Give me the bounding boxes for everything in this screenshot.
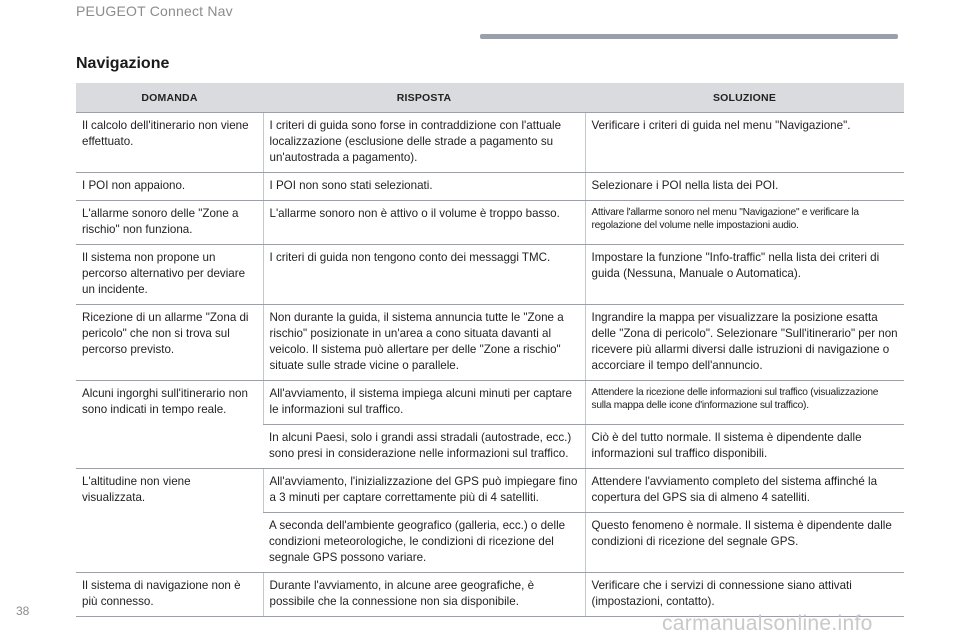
document-brand-title: PEUGEOT Connect Nav [76,3,233,19]
answer-cell: I criteri di guida sono forse in contraddizione con l'attuale localizzazione (esclusione delle strade a pagamento su un'autostrada a pagamento). [263,113,585,173]
table-row [76,573,904,617]
watermark-text: carmanualsonline.info [662,612,873,635]
solution-cell: Ciò è del tutto normale. Il sistema è dipendente dalle informazioni sul traffico disponibili. [585,425,904,469]
table-row [76,305,904,381]
header-divider-bar [480,34,898,39]
table-row [76,113,904,173]
answer-cell: L'allarme sonoro non è attivo o il volume è troppo basso. [263,201,585,245]
question-cell: Alcuni ingorghi sull'itinerario non sono indicati in tempo reale. [76,381,263,469]
solution-cell: Attendere l'avviamento completo del sistema affinché la copertura del GPS sia di almeno 4 satelliti. [585,469,904,513]
table-row [76,173,904,201]
answer-cell: Non durante la guida, il sistema annuncia tutte le "Zone a rischio" posizionate in un'area a cono situata davanti al veicolo. Il sistema può allertare per delle "Zone a rischio" situate sulle strade vicine o parallele. [263,305,585,381]
table-row [76,201,904,245]
solution-cell: Impostare la funzione "Info-traffic" nella lista dei criteri di guida (Nessuna, Manuale o Automatica). [585,245,904,305]
question-cell: Il sistema non propone un percorso alternativo per deviare un incidente. [76,245,263,305]
solution-cell: Attivare l'allarme sonoro nel menu "Navigazione" e verificare la regolazione del volume nelle impostazioni audio. [585,201,904,245]
answer-cell: In alcuni Paesi, solo i grandi assi stradali (autostrade, ecc.) sono presi in considerazione nelle informazioni sul traffico. [263,425,585,469]
solution-cell: Ingrandire la mappa per visualizzare la posizione esatta delle "Zona di pericolo". Selezionare "Sull'itinerario" per non ricevere più allarmi diversi dalle istruzioni di navigazione o accorciare il tempo dell'annuncio. [585,305,904,381]
question-cell: Ricezione di un allarme "Zona di pericolo" che non si trova sul percorso previsto. [76,305,263,381]
question-cell: L'altitudine non viene visualizzata. [76,469,263,573]
question-cell: I POI non appaiono. [76,173,263,201]
troubleshooting-table [76,83,904,617]
column-header-question: DOMANDA [76,83,263,113]
table-row [76,245,904,305]
table-header-row [76,83,904,113]
answer-cell: I POI non sono stati selezionati. [263,173,585,201]
answer-cell: Durante l'avviamento, in alcune aree geografiche, è possibile che la connessione non sia disponibile. [263,573,585,617]
table-row [76,469,904,513]
question-cell: Il calcolo dell'itinerario non viene effettuato. [76,113,263,173]
section-title: Navigazione [76,55,170,72]
answer-cell: A seconda dell'ambiente geografico (galleria, ecc.) o delle condizioni meteorologiche, le condizioni di ricezione del segnale GPS possono variare. [263,513,585,573]
solution-cell: Attendere la ricezione delle informazioni sul traffico (visualizzazione sulla mappa delle icone d'informazione sul traffico). [585,381,904,425]
solution-cell: Selezionare i POI nella lista dei POI. [585,173,904,201]
question-cell: L'allarme sonoro delle "Zone a rischio" non funziona. [76,201,263,245]
solution-cell: Verificare che i servizi di connessione siano attivati (impostazioni, contatto). [585,573,904,617]
table-row [76,381,904,425]
question-cell: Il sistema di navigazione non è più connesso. [76,573,263,617]
column-header-solution: SOLUZIONE [585,83,904,113]
page-number: 38 [16,604,30,618]
solution-cell: Verificare i criteri di guida nel menu "Navigazione". [585,113,904,173]
column-header-answer: RISPOSTA [263,83,585,113]
solution-cell: Questo fenomeno è normale. Il sistema è dipendente dalle condizioni di ricezione del segnale GPS. [585,513,904,573]
answer-cell: All'avviamento, il sistema impiega alcuni minuti per captare le informazioni sul traffico. [263,381,585,425]
answer-cell: I criteri di guida non tengono conto dei messaggi TMC. [263,245,585,305]
answer-cell: All'avviamento, l'inizializzazione del GPS può impiegare fino a 3 minuti per captare correttamente più di 4 satelliti. [263,469,585,513]
